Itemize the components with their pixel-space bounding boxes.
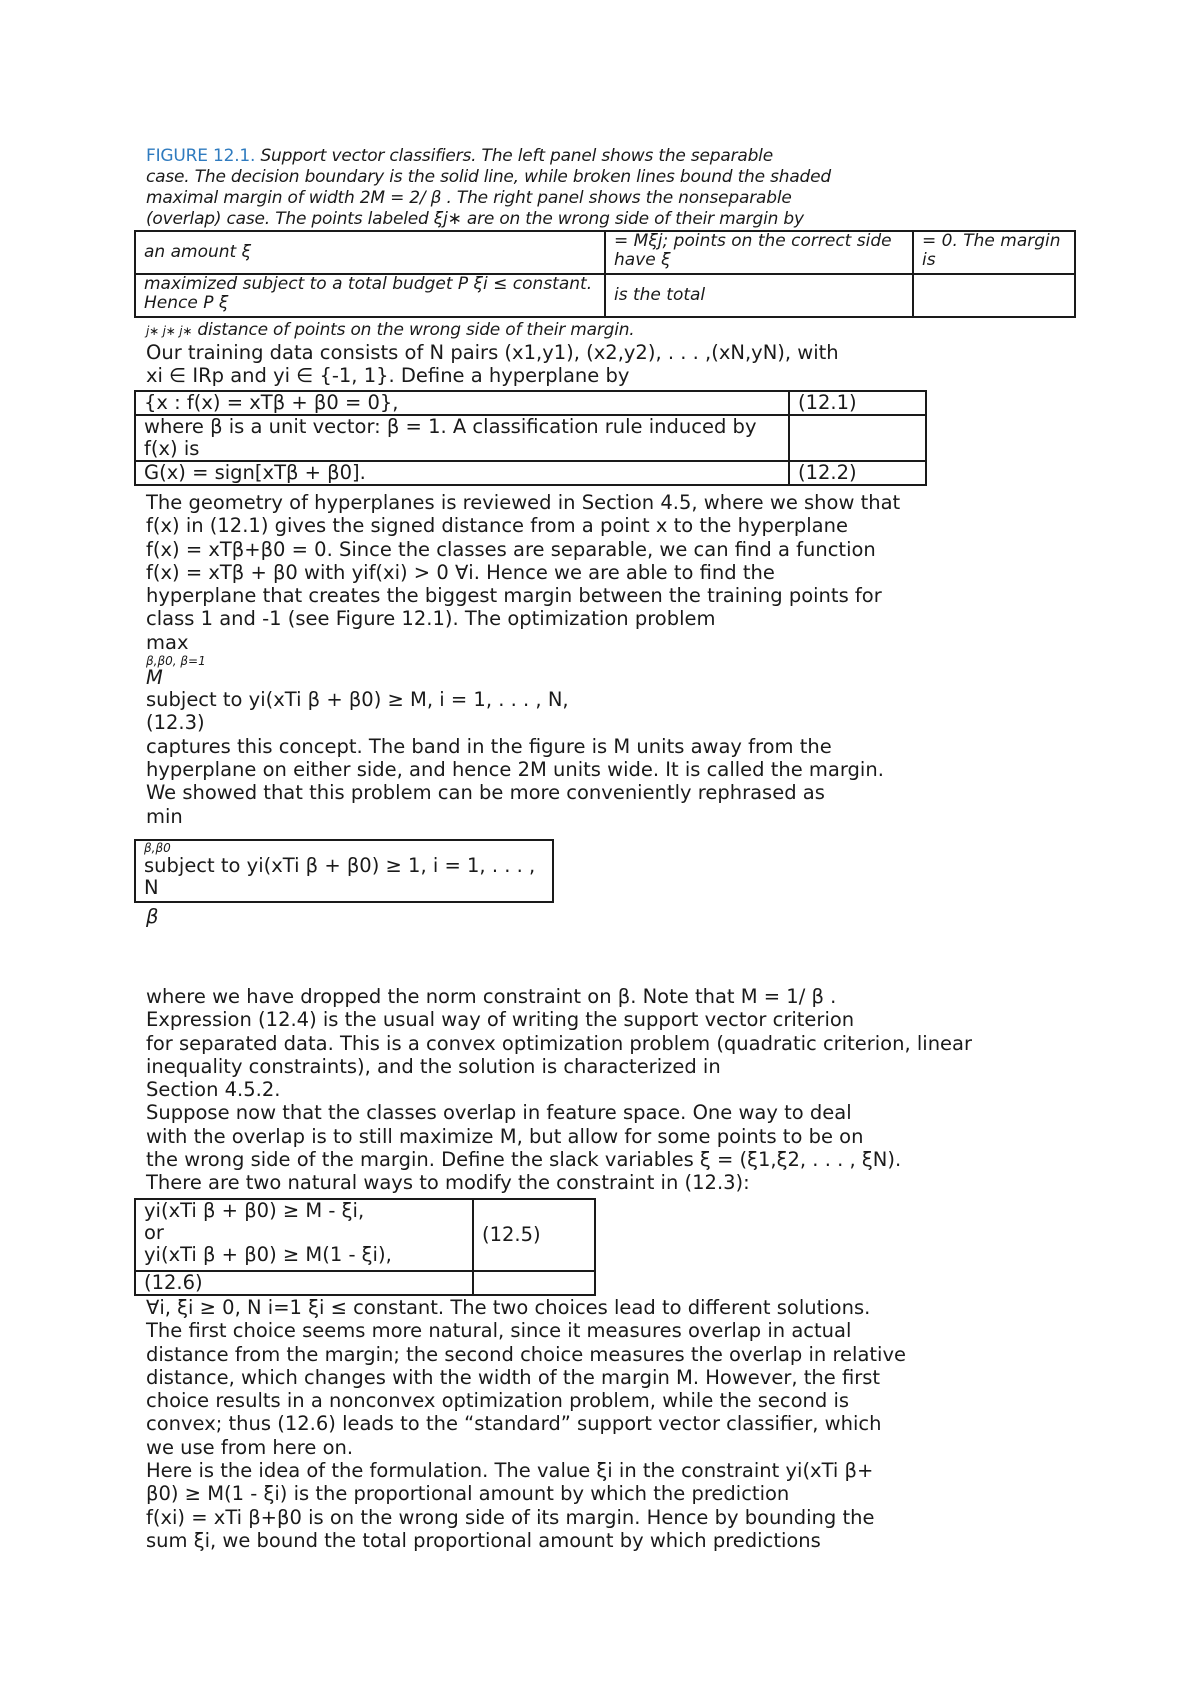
caption-line-2: case. The decision boundary is the solid line, while broken lines bound the shaded bbox=[146, 167, 831, 187]
equation-box bbox=[134, 839, 554, 903]
text-line: class 1 and -1 (see Figure 12.1). The optimization problem bbox=[146, 607, 716, 631]
subscript-line: β,β0, β=1 bbox=[146, 654, 206, 669]
caption-line-1: Support vector classifiers. The left panel shows the separable bbox=[260, 146, 773, 166]
paragraph-3 bbox=[146, 985, 972, 1195]
text-line: f(x) = xTβ+β0 = 0. Since the classes are separable, we can find a function bbox=[146, 537, 876, 561]
text-line: We showed that this problem can be more conveniently rephrased as bbox=[146, 781, 825, 805]
paragraph-1 bbox=[146, 341, 839, 388]
figure-label: FIGURE 12.1. bbox=[146, 146, 256, 166]
equation-number: (12.6) bbox=[135, 1271, 473, 1295]
caption-tail-sub: j∗ j∗ j∗ bbox=[146, 324, 193, 338]
text-line: xi ∈ IRp and yi ∈ {-1, 1}. Define a hyperplane by bbox=[146, 364, 630, 388]
caption-tail bbox=[146, 320, 635, 341]
text-line: ∀i, ξi ≥ 0, N i=1 ξi ≤ constant. The two choices lead to different solutions. bbox=[146, 1296, 871, 1319]
text-line: with the overlap is to still maximize M, but allow for some points to be on bbox=[146, 1124, 864, 1148]
figure-caption bbox=[146, 146, 831, 230]
caption-table-cell: an amount ξ bbox=[135, 231, 605, 274]
text-line: The geometry of hyperplanes is reviewed in Section 4.5, where we show that bbox=[146, 491, 901, 514]
text-line: f(xi) = xTi β+β0 is on the wrong side of its margin. Hence by bounding the bbox=[146, 1505, 875, 1529]
text-line: Expression (12.4) is the usual way of writing the support vector criterion bbox=[146, 1008, 855, 1032]
text-line: choice results in a nonconvex optimization problem, while the second is bbox=[146, 1389, 850, 1413]
equation-cell: G(x) = sign[xTβ + β0]. bbox=[135, 461, 789, 485]
caption-table-cell: is the total bbox=[605, 274, 913, 317]
equation-line: yi(xTi β + β0) ≥ M(1 - ξi), bbox=[144, 1243, 392, 1266]
text-line: subject to yi(xTi β + β0) ≥ M, i = 1, . . . , N, bbox=[146, 688, 569, 712]
text-line: captures this concept. The band in the figure is M units away from the bbox=[146, 734, 832, 758]
text-line: the wrong side of the margin. Define the slack variables ξ = (ξ1,ξ2, . . . , ξN). bbox=[146, 1148, 902, 1172]
text-line: convex; thus (12.6) leads to the “standard” support vector classifier, which bbox=[146, 1412, 882, 1436]
text-line: The first choice seems more natural, since it measures overlap in actual bbox=[146, 1319, 852, 1343]
equation-line: or bbox=[144, 1221, 164, 1244]
equation-cell: {x : f(x) = xTβ + β0 = 0}, bbox=[135, 391, 789, 415]
text-line: (12.3) bbox=[146, 711, 205, 735]
paragraph-2 bbox=[146, 491, 900, 828]
text-line: Our training data consists of N pairs (x1,y1), (x2,y2), . . . ,(xN,yN), with bbox=[146, 341, 839, 364]
text-line: inequality constraints), and the solution is characterized in bbox=[146, 1054, 721, 1078]
caption-table-cell: maximized subject to a total budget P ξi ≤ constant. Hence P ξ bbox=[135, 274, 605, 317]
caption-table-cell bbox=[913, 274, 1075, 317]
equation-table-1 bbox=[134, 390, 927, 486]
text-line: There are two natural ways to modify the constraint in (12.3): bbox=[146, 1171, 750, 1195]
text-line: we use from here on. bbox=[146, 1435, 354, 1459]
text-line: hyperplane that creates the biggest margin between the training points for bbox=[146, 584, 882, 608]
equation-number: (12.2) bbox=[789, 461, 926, 485]
text-line: β0) ≥ M(1 - ξi) is the proportional amount by which the prediction bbox=[146, 1482, 790, 1506]
caption-line-4: (overlap) case. The points labeled ξj∗ are on the wrong side of their margin by bbox=[146, 209, 804, 229]
text-line: distance from the margin; the second choice measures the overlap in relative bbox=[146, 1342, 906, 1366]
text-line: Section 4.5.2. bbox=[146, 1078, 281, 1102]
caption-tail-text: distance of points on the wrong side of their margin. bbox=[197, 320, 635, 340]
equation-box-sub: β,β0 bbox=[144, 841, 171, 855]
text-line: f(x) = xTβ + β0 with yif(xi) > 0 ∀i. Hence we are able to find the bbox=[146, 560, 775, 584]
equation-line: yi(xTi β + β0) ≥ M - ξi, bbox=[144, 1199, 365, 1222]
equation-number bbox=[789, 415, 926, 461]
text-line: Suppose now that the classes overlap in feature space. One way to deal bbox=[146, 1101, 852, 1125]
caption-table-cell: = Mξj; points on the correct side have ξ bbox=[605, 231, 913, 274]
text-line: sum ξi, we bound the total proportional amount by which predictions bbox=[146, 1528, 821, 1552]
text-line: M bbox=[146, 666, 163, 690]
caption-table bbox=[134, 230, 1076, 318]
text-line: max bbox=[146, 630, 189, 654]
equation-number: (12.5) bbox=[473, 1199, 595, 1271]
equation-number bbox=[473, 1271, 595, 1295]
equation-table-2 bbox=[134, 1198, 596, 1296]
text-line: hyperplane on either side, and hence 2M units wide. It is called the margin. bbox=[146, 757, 884, 781]
text-line: Here is the idea of the formulation. The value ξi in the constraint yi(xTi β+ bbox=[146, 1459, 874, 1483]
text-line: where we have dropped the norm constraint on β. Note that M = 1/ β . bbox=[146, 985, 837, 1008]
equation-box-text: subject to yi(xTi β + β0) ≥ 1, i = 1, . . . , N bbox=[144, 854, 536, 899]
text-line: f(x) in (12.1) gives the signed distance from a point x to the hyperplane bbox=[146, 514, 848, 538]
text-line: distance, which changes with the width of the margin M. However, the first bbox=[146, 1365, 881, 1389]
equation-cell: where β is a unit vector: β = 1. A classification rule induced by f(x) is bbox=[135, 415, 789, 461]
caption-table-cell: = 0. The margin is bbox=[913, 231, 1075, 274]
caption-line-3: maximal margin of width 2M = 2/ β . The right panel shows the nonseparable bbox=[146, 188, 792, 208]
beta-line: β bbox=[146, 905, 159, 928]
equation-number: (12.1) bbox=[789, 391, 926, 415]
text-line: for separated data. This is a convex optimization problem (quadratic criterion, linear bbox=[146, 1031, 973, 1055]
text-line: min bbox=[146, 804, 183, 828]
paragraph-4 bbox=[146, 1296, 906, 1552]
